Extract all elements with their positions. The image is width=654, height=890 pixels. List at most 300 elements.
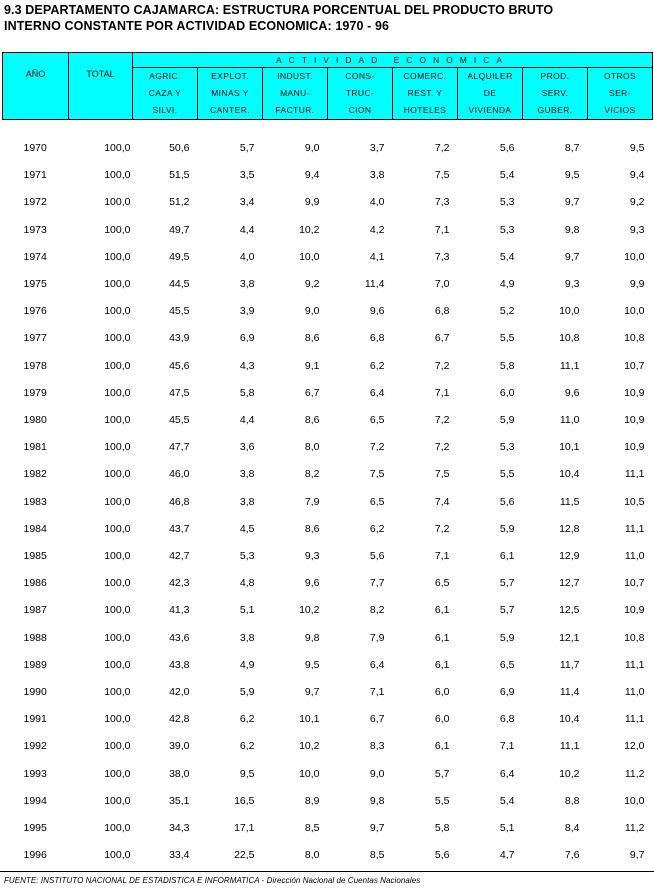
value-cell: 7,2 (434, 441, 450, 454)
value-cell: 17,1 (234, 822, 255, 835)
value-cell: 5,4 (499, 169, 515, 182)
table-row (3, 842, 653, 869)
value-cell: 9,7 (369, 822, 385, 835)
value-cell: 6,1 (434, 658, 450, 671)
value-cell: 9,2 (304, 278, 320, 291)
value-cell: 5,8 (434, 822, 450, 835)
value-cell: 12,9 (559, 550, 580, 563)
value-cell: 3,8 (239, 631, 255, 644)
year-cell: 1992 (23, 740, 47, 753)
value-cell: 8,5 (369, 849, 385, 862)
activity-header: PROD. SERV. GUBER. (523, 68, 588, 120)
value-cell: 6,9 (499, 686, 515, 699)
value-cell: 5,3 (499, 441, 515, 454)
value-cell: 51,2 (169, 196, 190, 209)
value-cell: 10,5 (624, 495, 645, 508)
year-cell: 1993 (23, 767, 47, 780)
value-cell: 11,4 (559, 686, 580, 699)
value-cell: 9,3 (304, 550, 320, 563)
table-header (3, 53, 653, 120)
year-cell: 1974 (23, 250, 47, 263)
value-cell: 12,8 (559, 522, 580, 535)
total-cell: 100,0 (104, 278, 131, 291)
value-cell: 6,5 (434, 577, 450, 590)
value-cell: 22,5 (234, 849, 255, 862)
value-cell: 8,9 (304, 794, 320, 807)
value-cell: 11,7 (559, 658, 580, 671)
total-cell: 100,0 (104, 495, 131, 508)
value-cell: 4,0 (239, 250, 255, 263)
value-cell: 6,5 (369, 414, 385, 427)
table-row (3, 489, 653, 516)
total-column-header: TOTAL (69, 53, 133, 120)
value-cell: 11,0 (624, 686, 645, 699)
value-cell: 5,6 (369, 550, 385, 563)
value-cell: 12,7 (559, 577, 580, 590)
year-cell: 1995 (23, 822, 47, 835)
value-cell: 10,2 (559, 767, 580, 780)
value-cell: 5,4 (499, 250, 515, 263)
value-cell: 5,2 (499, 305, 515, 318)
value-cell: 9,8 (564, 223, 580, 236)
value-cell: 10,9 (624, 604, 645, 617)
year-cell: 1970 (23, 142, 47, 154)
value-cell: 5,5 (434, 794, 450, 807)
value-cell: 9,1 (304, 359, 320, 372)
year-cell: 1978 (23, 359, 47, 372)
table-row (3, 407, 653, 434)
value-cell: 33,4 (169, 849, 190, 862)
value-cell: 47,5 (169, 386, 190, 399)
total-cell: 100,0 (104, 223, 131, 236)
table-row (3, 461, 653, 488)
value-cell: 10,2 (299, 740, 320, 753)
value-cell: 9,9 (629, 278, 645, 291)
value-cell: 6,0 (499, 386, 515, 399)
table-row (3, 597, 653, 624)
value-cell: 7,0 (434, 278, 450, 291)
year-cell: 1972 (23, 196, 47, 209)
total-cell: 100,0 (104, 386, 131, 399)
value-cell: 7,5 (369, 468, 385, 481)
title-line-1: 9.3 DEPARTAMENTO CAJAMARCA: ESTRUCTURA PORCENTUAL DEL PRODUCTO BRUTO (4, 3, 554, 17)
value-cell: 42,0 (169, 686, 190, 699)
value-cell: 8,2 (369, 604, 385, 617)
value-cell: 4,1 (369, 250, 385, 263)
value-cell: 10,0 (299, 250, 320, 263)
value-cell: 11,1 (559, 740, 580, 753)
value-cell: 3,5 (239, 169, 255, 182)
value-cell: 7,2 (434, 142, 450, 154)
value-cell: 10,8 (559, 332, 580, 345)
source-note: FUENTE: INSTITUTO NACIONAL DE ESTADISTICA E INFORMATICA - Dirección Nacional de Cuentas Nacionales (4, 876, 421, 885)
value-cell: 4,0 (369, 196, 385, 209)
value-cell: 41,3 (169, 604, 190, 617)
table-row (3, 380, 653, 407)
table-row (3, 733, 653, 760)
year-cell: 1980 (23, 414, 47, 427)
table-row (3, 189, 653, 216)
value-cell: 10,9 (624, 386, 645, 399)
table-row (3, 761, 653, 788)
value-cell: 11,0 (624, 550, 645, 563)
value-cell: 43,9 (169, 332, 190, 345)
total-cell: 100,0 (104, 658, 131, 671)
value-cell: 9,5 (239, 767, 255, 780)
value-cell: 11,2 (624, 767, 645, 780)
total-cell: 100,0 (104, 142, 131, 154)
year-column-header: AÑO (3, 53, 69, 120)
value-cell: 3,8 (239, 278, 255, 291)
value-cell: 7,5 (434, 169, 450, 182)
value-cell: 10,4 (559, 468, 580, 481)
value-cell: 44,5 (169, 278, 190, 291)
value-cell: 5,9 (499, 414, 515, 427)
value-cell: 10,8 (624, 631, 645, 644)
value-cell: 7,1 (434, 223, 450, 236)
value-cell: 11,4 (364, 278, 385, 291)
value-cell: 8,6 (304, 414, 320, 427)
value-cell: 9,5 (629, 142, 645, 154)
value-cell: 9,3 (564, 278, 580, 291)
value-cell: 9,8 (369, 794, 385, 807)
value-cell: 39,0 (169, 740, 190, 753)
value-cell: 8,6 (304, 522, 320, 535)
value-cell: 11,1 (624, 468, 645, 481)
value-cell: 35,1 (169, 794, 190, 807)
value-cell: 7,1 (434, 550, 450, 563)
value-cell: 9,7 (629, 849, 645, 862)
value-cell: 6,1 (499, 550, 515, 563)
value-cell: 7,5 (434, 468, 450, 481)
year-cell: 1973 (23, 223, 47, 236)
activity-header: CONS- TRUC- CION (328, 68, 393, 120)
value-cell: 5,9 (499, 522, 515, 535)
value-cell: 9,0 (369, 767, 385, 780)
value-cell: 7,2 (434, 414, 450, 427)
table-row (3, 706, 653, 733)
year-cell: 1990 (23, 686, 47, 699)
year-cell: 1977 (23, 332, 47, 345)
value-cell: 7,3 (434, 250, 450, 263)
value-cell: 45,5 (169, 305, 190, 318)
value-cell: 10,2 (299, 604, 320, 617)
value-cell: 42,7 (169, 550, 190, 563)
value-cell: 12,0 (624, 740, 645, 753)
value-cell: 6,0 (434, 686, 450, 699)
table-row (3, 679, 653, 706)
activity-header: AGRIC. CAZA Y SILVI. (133, 68, 198, 120)
value-cell: 4,2 (369, 223, 385, 236)
activity-header: EXPLOT. MINAS Y CANTER. (198, 68, 263, 120)
value-cell: 5,1 (499, 822, 515, 835)
value-cell: 7,7 (369, 577, 385, 590)
table-row (3, 325, 653, 352)
value-cell: 43,7 (169, 522, 190, 535)
table-row (3, 815, 653, 842)
value-cell: 5,4 (499, 794, 515, 807)
year-cell: 1994 (23, 794, 47, 807)
value-cell: 12,5 (559, 604, 580, 617)
value-cell: 5,5 (499, 468, 515, 481)
value-cell: 10,2 (299, 223, 320, 236)
value-cell: 4,9 (499, 278, 515, 291)
value-cell: 7,2 (369, 441, 385, 454)
value-cell: 10,0 (559, 305, 580, 318)
value-cell: 8,4 (564, 822, 580, 835)
table-row (3, 217, 653, 244)
value-cell: 11,2 (624, 822, 645, 835)
value-cell: 10,9 (624, 441, 645, 454)
value-cell: 10,1 (299, 713, 320, 726)
value-cell: 11,0 (559, 414, 580, 427)
value-cell: 10,9 (624, 414, 645, 427)
value-cell: 8,3 (369, 740, 385, 753)
table-row (3, 570, 653, 597)
value-cell: 6,8 (499, 713, 515, 726)
value-cell: 6,8 (369, 332, 385, 345)
value-cell: 3,4 (239, 196, 255, 209)
value-cell: 45,5 (169, 414, 190, 427)
value-cell: 4,8 (239, 577, 255, 590)
year-cell: 1983 (23, 495, 47, 508)
value-cell: 16,5 (234, 794, 255, 807)
value-cell: 6,0 (434, 713, 450, 726)
value-cell: 5,9 (499, 631, 515, 644)
value-cell: 49,7 (169, 223, 190, 236)
total-cell: 100,0 (104, 604, 131, 617)
value-cell: 51,5 (169, 169, 190, 182)
value-cell: 6,8 (434, 305, 450, 318)
value-cell: 47,7 (169, 441, 190, 454)
value-cell: 34,3 (169, 822, 190, 835)
value-cell: 5,7 (239, 142, 255, 154)
value-cell: 43,6 (169, 631, 190, 644)
value-cell: 6,1 (434, 740, 450, 753)
bottom-divider (0, 871, 654, 872)
value-cell: 10,4 (559, 713, 580, 726)
value-cell: 5,8 (239, 386, 255, 399)
value-cell: 5,1 (239, 604, 255, 617)
activity-header: INDUST. MANU- FACTUR. (263, 68, 328, 120)
value-cell: 9,5 (564, 169, 580, 182)
value-cell: 11,1 (559, 359, 580, 372)
value-cell: 38,0 (169, 767, 190, 780)
table-row (3, 298, 653, 325)
year-cell: 1996 (23, 849, 47, 862)
value-cell: 9,4 (629, 169, 645, 182)
value-cell: 8,6 (304, 332, 320, 345)
value-cell: 8,2 (304, 468, 320, 481)
value-cell: 5,7 (434, 767, 450, 780)
value-cell: 11,1 (624, 522, 645, 535)
table-row (3, 543, 653, 570)
value-cell: 6,4 (499, 767, 515, 780)
value-cell: 6,7 (304, 386, 320, 399)
value-cell: 49,5 (169, 250, 190, 263)
value-cell: 6,1 (434, 604, 450, 617)
value-cell: 8,0 (304, 441, 320, 454)
value-cell: 12,1 (559, 631, 580, 644)
value-cell: 6,9 (239, 332, 255, 345)
value-cell: 4,7 (499, 849, 515, 862)
total-cell: 100,0 (104, 822, 131, 835)
value-cell: 45,6 (169, 359, 190, 372)
total-cell: 100,0 (104, 169, 131, 182)
year-cell: 1989 (23, 658, 47, 671)
value-cell: 4,9 (239, 658, 255, 671)
value-cell: 7,9 (304, 495, 320, 508)
total-cell: 100,0 (104, 849, 131, 862)
value-cell: 9,7 (564, 196, 580, 209)
total-cell: 100,0 (104, 577, 131, 590)
year-cell: 1982 (23, 468, 47, 481)
activity-header: COMERC. REST. Y HOTELES (393, 68, 458, 120)
value-cell: 11,1 (624, 658, 645, 671)
year-cell: 1975 (23, 278, 47, 291)
value-cell: 5,6 (499, 142, 515, 154)
value-cell: 7,1 (499, 740, 515, 753)
value-cell: 9,0 (304, 142, 320, 154)
value-cell: 6,2 (369, 522, 385, 535)
value-cell: 4,3 (239, 359, 255, 372)
value-cell: 6,7 (369, 713, 385, 726)
value-cell: 6,7 (434, 332, 450, 345)
value-cell: 3,8 (369, 169, 385, 182)
value-cell: 5,6 (499, 495, 515, 508)
value-cell: 10,0 (299, 767, 320, 780)
table-row (3, 788, 653, 815)
total-cell: 100,0 (104, 250, 131, 263)
year-cell: 1979 (23, 386, 47, 399)
table-row (3, 434, 653, 461)
total-cell: 100,0 (104, 713, 131, 726)
total-cell: 100,0 (104, 631, 131, 644)
activity-header: OTROS SER- VICIOS (588, 68, 653, 120)
activity-header: ALQUILER DE VIVIENDA (458, 68, 523, 120)
total-cell: 100,0 (104, 359, 131, 372)
year-cell: 1986 (23, 577, 47, 590)
value-cell: 9,6 (304, 577, 320, 590)
value-cell: 5,6 (434, 849, 450, 862)
activity-group-header: ACTIVIDAD ECONOMICA (133, 53, 653, 68)
value-cell: 9,7 (304, 686, 320, 699)
year-cell: 1976 (23, 305, 47, 318)
value-cell: 42,3 (169, 577, 190, 590)
value-cell: 6,2 (239, 740, 255, 753)
value-cell: 11,1 (624, 713, 645, 726)
year-cell: 1971 (23, 169, 47, 182)
total-cell: 100,0 (104, 332, 131, 345)
value-cell: 9,3 (629, 223, 645, 236)
value-cell: 4,5 (239, 522, 255, 535)
value-cell: 8,5 (304, 822, 320, 835)
value-cell: 46,8 (169, 495, 190, 508)
table-row (3, 652, 653, 679)
table-row (3, 516, 653, 543)
value-cell: 5,3 (239, 550, 255, 563)
total-cell: 100,0 (104, 468, 131, 481)
value-cell: 5,7 (499, 604, 515, 617)
value-cell: 50,6 (169, 142, 190, 154)
page-title (4, 2, 553, 34)
total-cell: 100,0 (104, 441, 131, 454)
value-cell: 11,5 (559, 495, 580, 508)
value-cell: 3,6 (239, 441, 255, 454)
value-cell: 43,8 (169, 658, 190, 671)
value-cell: 6,1 (434, 631, 450, 644)
total-cell: 100,0 (104, 522, 131, 535)
year-cell: 1985 (23, 550, 47, 563)
value-cell: 7,4 (434, 495, 450, 508)
total-cell: 100,0 (104, 305, 131, 318)
value-cell: 8,7 (564, 142, 580, 154)
value-cell: 10,0 (624, 305, 645, 318)
value-cell: 8,8 (564, 794, 580, 807)
year-cell: 1988 (23, 631, 47, 644)
value-cell: 9,5 (304, 658, 320, 671)
value-cell: 6,4 (369, 386, 385, 399)
value-cell: 10,7 (624, 577, 645, 590)
value-cell: 10,0 (624, 250, 645, 263)
value-cell: 7,1 (434, 386, 450, 399)
value-cell: 7,2 (434, 522, 450, 535)
value-cell: 9,6 (369, 305, 385, 318)
year-cell: 1984 (23, 522, 47, 535)
value-cell: 3,8 (239, 468, 255, 481)
value-cell: 5,8 (499, 359, 515, 372)
value-cell: 6,2 (239, 713, 255, 726)
value-cell: 7,9 (369, 631, 385, 644)
value-cell: 3,8 (239, 495, 255, 508)
table-row (3, 244, 653, 271)
value-cell: 9,6 (564, 386, 580, 399)
value-cell: 7,2 (434, 359, 450, 372)
total-cell: 100,0 (104, 767, 131, 780)
total-cell: 100,0 (104, 550, 131, 563)
table-row (3, 271, 653, 298)
total-cell: 100,0 (104, 740, 131, 753)
value-cell: 5,9 (239, 686, 255, 699)
value-cell: 9,7 (564, 250, 580, 263)
total-cell: 100,0 (104, 686, 131, 699)
total-cell: 100,0 (104, 414, 131, 427)
value-cell: 4,4 (239, 223, 255, 236)
value-cell: 10,0 (624, 794, 645, 807)
value-cell: 4,4 (239, 414, 255, 427)
value-cell: 5,3 (499, 196, 515, 209)
value-cell: 9,8 (304, 631, 320, 644)
value-cell: 6,5 (499, 658, 515, 671)
value-cell: 5,3 (499, 223, 515, 236)
value-cell: 6,5 (369, 495, 385, 508)
value-cell: 5,5 (499, 332, 515, 345)
value-cell: 10,7 (624, 359, 645, 372)
value-cell: 6,2 (369, 359, 385, 372)
table-row (3, 353, 653, 380)
year-cell: 1981 (23, 441, 47, 454)
table-row (3, 135, 653, 162)
value-cell: 10,8 (624, 332, 645, 345)
value-cell: 7,6 (564, 849, 580, 862)
year-cell: 1991 (23, 713, 47, 726)
value-cell: 9,4 (304, 169, 320, 182)
title-line-2: INTERNO CONSTANTE POR ACTIVIDAD ECONOMICA: 1970 - 96 (4, 19, 390, 33)
value-cell: 9,0 (304, 305, 320, 318)
total-cell: 100,0 (104, 196, 131, 209)
table-body (3, 120, 653, 870)
data-table (2, 52, 653, 869)
